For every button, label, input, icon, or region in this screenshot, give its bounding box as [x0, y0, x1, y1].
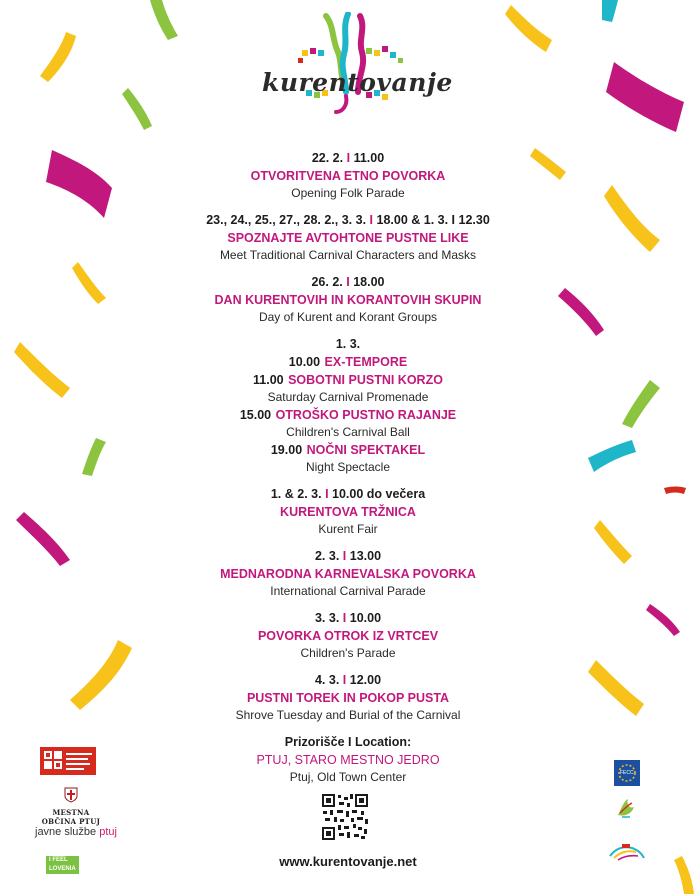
location-name-en: Ptuj, Old Town Center	[289, 770, 407, 784]
sponsor-i-feel-slovenia	[46, 856, 79, 874]
event-schedule	[158, 149, 538, 795]
event-item	[158, 485, 538, 538]
public-services-label: javne službe	[35, 826, 97, 838]
event-title: OTVORITVENA ETNO POVORKA	[250, 169, 446, 183]
event-subtitle: Opening Folk Parade	[291, 186, 405, 200]
kurentovanje-logo	[262, 12, 453, 120]
event-date: 23., 24., 25., 27., 28. 2., 3. 3. I 18.00 & 1. 3. I 12.30	[206, 213, 490, 227]
sponsor-fecc	[614, 760, 640, 791]
location-name: PTUJ, STARO MESTNO JEDRO	[256, 753, 440, 767]
event-title: KURENTOVA TRŽNICA	[280, 505, 416, 519]
tourism-board-logo-icon	[40, 747, 96, 775]
event-date: 3. 3. I 10.00	[314, 611, 382, 625]
event-subtitle: International Carnival Parade	[270, 584, 426, 598]
event-item	[158, 671, 538, 724]
sub-event: 10.00 EX-TEMPORE	[288, 355, 408, 369]
qr-code-icon[interactable]	[321, 793, 369, 841]
event-item	[158, 273, 538, 326]
event-date: 1. & 2. 3. I 10.00 do večera	[270, 487, 426, 501]
sub-event: 11.00 SOBOTNI PUSTNI KORZO	[253, 373, 443, 387]
event-date: 22. 2. I 11.00	[311, 151, 385, 165]
event-subtitle: Night Spectacle	[305, 460, 391, 474]
event-subtitle: Children's Parade	[300, 646, 396, 660]
website-link[interactable]: www.kurentovanje.net	[279, 854, 417, 869]
logo-wordmark: kurentovanje	[262, 68, 453, 97]
fecc-label: FECC	[620, 770, 634, 776]
event-subtitle: Kurent Fair	[318, 522, 378, 536]
event-date: 2. 3. I 13.00	[314, 549, 382, 563]
event-group-march-1	[158, 335, 538, 476]
event-date: 26. 2. I 18.00	[311, 275, 385, 289]
event-subtitle: Day of Kurent and Korant Groups	[258, 310, 438, 324]
event-item	[158, 149, 538, 202]
municipality-name: MESTNA OBČINA PTUJ	[41, 808, 101, 826]
location-heading: Prizorišče I Location:	[284, 735, 412, 749]
sponsor-region-logo-icon	[608, 840, 646, 864]
event-subtitle: Shrove Tuesday and Burial of the Carnival	[235, 708, 461, 722]
event-item	[158, 211, 538, 264]
sub-event: 15.00 OTROŠKO PUSTNO RAJANJE	[239, 408, 457, 422]
sponsor-emblem-icon	[614, 797, 638, 819]
event-item	[158, 547, 538, 600]
event-subtitle: Children's Carnival Ball	[286, 425, 410, 439]
event-title: DAN KURENTOVIH IN KORANTOVIH SKUPIN	[214, 293, 482, 307]
location-block	[158, 733, 538, 786]
event-title: MEDNARODNA KARNEVALSKA POVORKA	[220, 567, 476, 581]
public-services-city: ptuj	[99, 826, 117, 838]
ifeel-line-2: LOVENIA	[46, 865, 79, 874]
logo-graphic-icon	[262, 12, 453, 120]
event-subtitle: Meet Traditional Carnival Characters and Masks	[219, 248, 477, 262]
event-subtitle: Saturday Carnival Promenade	[267, 390, 429, 404]
event-title: SPOZNAJTE AVTOHTONE PUSTNE LIKE	[227, 231, 469, 245]
sub-event: 19.00 NOČNI SPEKTAKEL	[270, 443, 426, 457]
sponsor-public-services	[35, 826, 117, 838]
event-date: 4. 3. I 12.00	[314, 673, 382, 687]
sponsor-municipality	[36, 787, 106, 826]
municipality-crest-icon	[64, 787, 78, 803]
event-title: POVORKA OTROK IZ VRTCEV	[257, 629, 439, 643]
event-title: PUSTNI TOREK IN POKOP PUSTA	[246, 691, 450, 705]
ifeel-line-1: I FEEL	[46, 856, 79, 865]
event-item	[158, 609, 538, 662]
sponsor-tourism-logo	[40, 747, 96, 780]
event-date: 1. 3.	[335, 337, 361, 351]
